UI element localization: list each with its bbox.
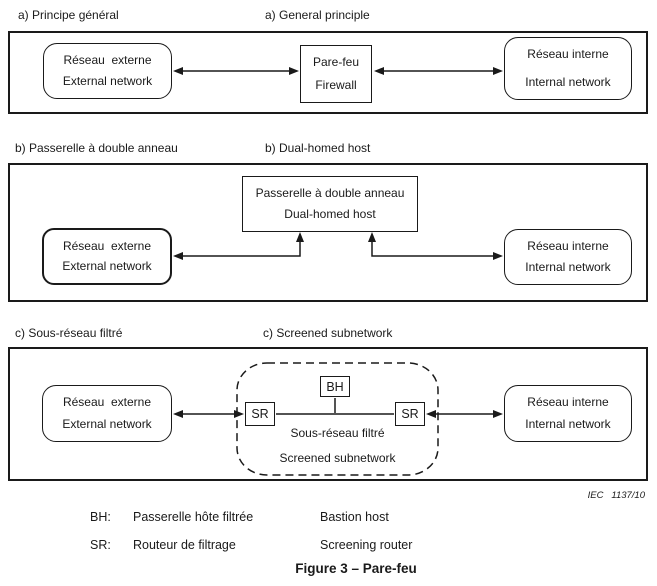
screened-subnet-label-fr: Sous-réseau filtré (290, 426, 385, 440)
section-b-dual-homed-host-box (242, 176, 418, 232)
section-c-label-fr: c) Sous-réseau filtré (15, 326, 123, 340)
external-network-label-fr: Réseau externe (62, 395, 152, 409)
section-c-external-network-box (42, 385, 172, 442)
legend-sr-fr: Routeur de filtrage (133, 538, 236, 552)
internal-network-label-en: Internal network (525, 417, 611, 431)
external-network-label-en: External network (62, 74, 153, 88)
legend-sr-en: Screening router (320, 538, 413, 552)
firewall-label-fr: Pare-feu (312, 55, 360, 69)
section-b-external-network-box (42, 228, 172, 285)
external-network-label-en: External network (62, 259, 152, 273)
section-b-label-fr: b) Passerelle à double anneau (15, 141, 178, 155)
section-a-internal-network-box (504, 37, 632, 100)
iec-reference: IEC 1137/10 (587, 490, 645, 501)
internal-network-label-fr: Réseau interne (527, 395, 609, 409)
internal-network-label-en: Internal network (525, 75, 611, 89)
section-c-label-en: c) Screened subnetwork (263, 326, 393, 340)
dual-homed-label-fr: Passerelle à double anneau (255, 186, 405, 200)
section-b-label-en: b) Dual-homed host (265, 141, 371, 155)
external-network-label-en: External network (62, 417, 152, 431)
legend-bh-fr: Passerelle hôte filtrée (133, 510, 254, 524)
legend-sr-abbr: SR: (90, 538, 111, 552)
section-a-label-fr: a) Principe général (18, 8, 119, 22)
legend-bh-abbr: BH: (90, 510, 111, 524)
screening-router-abbr: SR (401, 407, 419, 421)
legend-bh-en: Bastion host (320, 510, 389, 524)
bastion-host-abbr: BH (326, 379, 344, 394)
section-a-label-en: a) General principle (265, 8, 370, 22)
internal-network-label-en: Internal network (525, 260, 611, 274)
bastion-host-box (320, 376, 350, 397)
section-c-internal-network-box (504, 385, 632, 442)
internal-network-label-fr: Réseau interne (527, 239, 609, 253)
section-a-external-network-box (43, 43, 172, 99)
section-a-firewall-box (300, 45, 372, 103)
external-network-label-fr: Réseau externe (62, 239, 152, 253)
screening-router-right-box (395, 402, 425, 426)
screened-subnet-label-en: Screened subnetwork (279, 451, 396, 465)
firewall-label-en: Firewall (315, 78, 357, 92)
section-b-internal-network-box (504, 229, 632, 285)
internal-network-label-fr: Réseau interne (527, 47, 609, 61)
dual-homed-label-en: Dual-homed host (284, 207, 376, 221)
screening-router-abbr: SR (251, 407, 269, 421)
screening-router-left-box (245, 402, 275, 426)
external-network-label-fr: Réseau externe (63, 53, 152, 67)
figure-caption: Figure 3 – Pare-feu (295, 561, 417, 576)
